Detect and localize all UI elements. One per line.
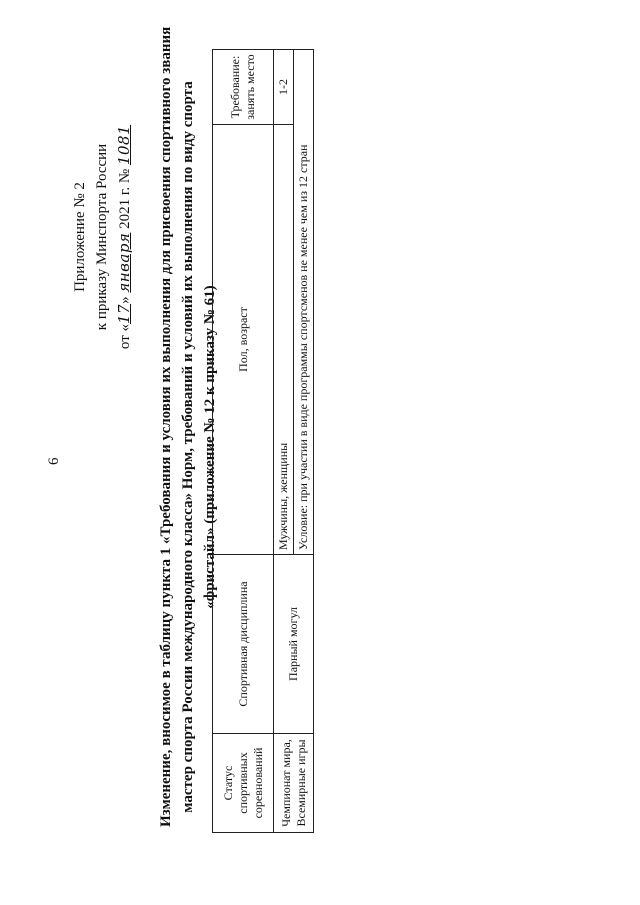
cell-status: Чемпионат мира, Всемирные игры — [274, 734, 314, 833]
cell-condition: Условие: при участии в виде программы спортсменов не менее чем из 12 стран — [294, 50, 314, 555]
order-number-handwritten: 1081 — [115, 124, 133, 166]
title-line-3: «фристайл» (приложение № 12 к приказу № 61) — [202, 285, 218, 609]
date-mid: » — [117, 296, 133, 304]
norms-table — [212, 49, 314, 833]
appendix-title: Приложение № 2 — [72, 182, 88, 292]
cell-discipline: Парный могул — [274, 555, 314, 734]
header-requirement: Требование: занять место — [213, 50, 274, 125]
header-discipline: Спортивная дисциплина — [213, 555, 274, 734]
title-line-1: Изменение, вносимое в таблицу пункта 1 «Требования и условия их выполнения для присвоения спортивного звания — [158, 26, 174, 827]
date-year: 2021 г. № — [117, 168, 133, 229]
header-gender-age: Пол, возраст — [213, 125, 274, 555]
appendix-order-ref: к приказу Минспорта России — [94, 143, 110, 331]
table-row — [274, 50, 294, 833]
cell-gender-age: Мужчины, женщины — [274, 125, 294, 555]
title-line-2: мастер спорта России международного класса» Норм, требований и условий их выполнения по виду спорта — [180, 81, 196, 813]
appendix-date-line — [113, 67, 136, 407]
cell-requirement: 1-2 — [274, 50, 294, 125]
date-day-handwritten: 17 — [115, 303, 133, 324]
header-status: Статус спортивных соревнований — [213, 734, 274, 833]
date-month-handwritten: января — [115, 232, 133, 293]
table-header-row — [213, 50, 274, 833]
page-number: 6 — [46, 457, 62, 465]
appendix-block — [69, 67, 136, 407]
date-prefix: от « — [117, 324, 133, 350]
